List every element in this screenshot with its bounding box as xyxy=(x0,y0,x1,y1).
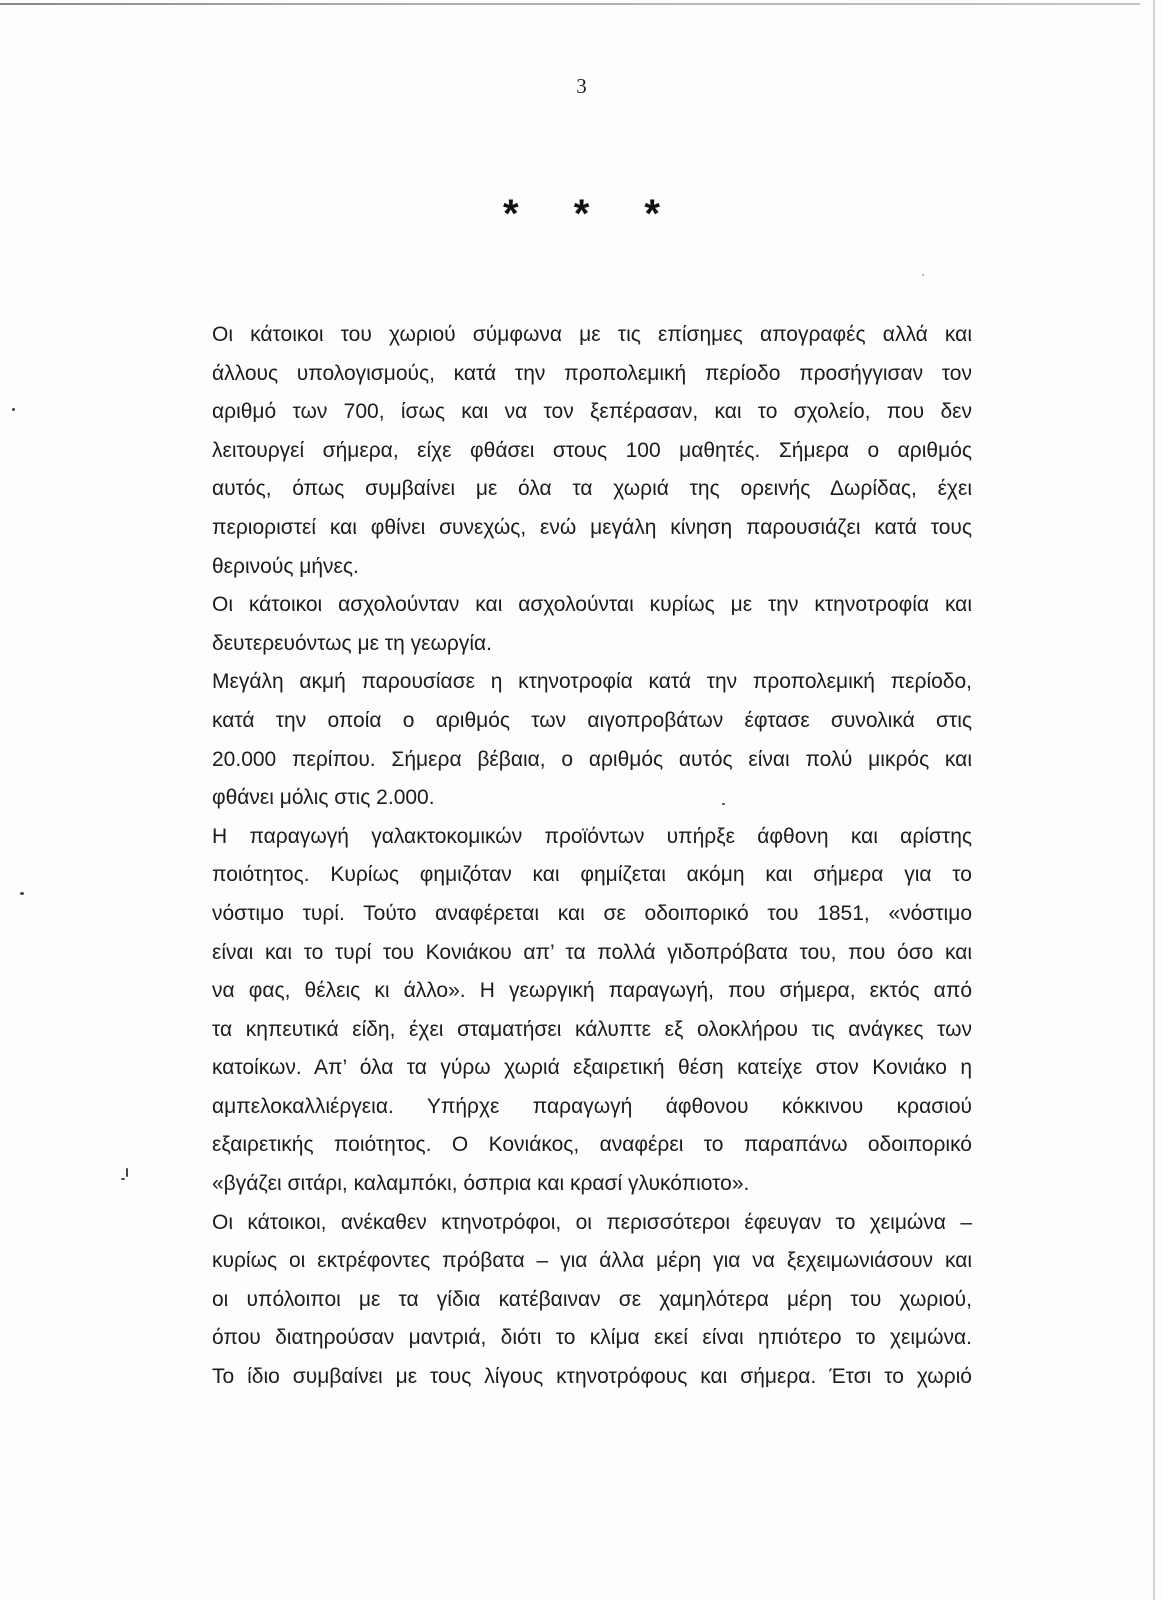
scan-speck xyxy=(126,1168,128,1177)
scan-speck xyxy=(20,892,24,895)
scan-speck xyxy=(121,1178,125,1180)
paragraph-transhumance xyxy=(212,1204,972,1397)
text-line: τα κηπευτικά είδη, έχει σταματήσει κάλυπτε εξ ολοκλήρου τις ανάγκες των xyxy=(212,1017,972,1041)
text-line: Το ίδιο συμβαίνει με τους λίγους κτηνοτρόφους και σήμερα. Έτσι το χωριό xyxy=(212,1365,972,1389)
text-line: ποιότητος. Κυρίως φημιζόταν και φημίζεται ακόμη και σήμερα για το xyxy=(212,863,972,887)
text-line: λειτουργεί σήμερα, είχε φθάσει στους 100 μαθητές. Σήμερα ο αριθμός xyxy=(212,438,972,462)
scan-right-edge xyxy=(1153,0,1155,1600)
text-line: περιοριστεί και φθίνει συνεχώς, ενώ μεγάλη κίνηση παρουσιάζει κατά τους xyxy=(212,515,972,539)
text-line: Η παραγωγή γαλακτοκομικών προϊόντων υπήρξε άφθονη και αρίστης xyxy=(212,824,972,848)
text-line: αμπελοκαλλιέργεια. Υπήρχε παραγωγή άφθονου κόκκινου κρασιού xyxy=(212,1094,972,1118)
text-line: να φας, θέλεις κι άλλο». Η γεωργική παραγωγή, που σήμερα, εκτός από xyxy=(212,979,972,1003)
text-line: κατοίκων. Απ’ όλα τα γύρω χωριά εξαιρετική θέση κατείχε στον Κονιάκο η xyxy=(212,1056,972,1080)
text-line: όπου διατηρούσαν μαντριά, διότι το κλίμα εκεί είναι ηπιότερο το χειμώνα. xyxy=(212,1326,972,1350)
paragraph-population xyxy=(212,316,972,586)
text-line: θερινούς μήνες. xyxy=(212,554,359,578)
scan-speck xyxy=(722,803,725,805)
text-line: «βγάζει σιτάρι, καλαμπόκι, όσπρια και κρασί γλυκόπιοτο». xyxy=(212,1172,750,1196)
text-line: Μεγάλη ακμή παρουσίασε η κτηνοτροφία κατά την προπολεμική περίοδο, xyxy=(212,670,972,694)
text-line: νόστιμο τυρί. Τούτο αναφέρεται και σε οδοιπορικό του 1851, «νόστιμο xyxy=(212,901,972,925)
scan-top-edge xyxy=(0,3,1140,5)
text-line: οι υπόλοιποι με τα γίδια κατέβαιναν σε χαμηλότερα μέρη του χωριού, xyxy=(212,1287,972,1311)
text-line: εξαιρετικής ποιότητος. Ο Κονιάκος, αναφέρει το παραπάνω οδοιπορικό xyxy=(212,1133,972,1157)
text-line: αριθμό των 700, ίσως και να τον ξεπέρασαν, και το σχολείο, που δεν xyxy=(212,400,972,424)
text-line: φθάνει μόλις στις 2.000. xyxy=(212,786,435,810)
section-separator: * * * xyxy=(503,192,682,236)
text-line: δευτερευόντως με τη γεωργία. xyxy=(212,631,492,655)
text-line: είναι και το τυρί του Κονιάκου απ’ τα πολλά γιδοπρόβατα του, που όσο και xyxy=(212,940,972,964)
text-line: άλλους υπολογισμούς, κατά την προπολεμική περίοδο προσήγγισαν τον xyxy=(212,361,972,385)
paragraph-dairy-and-farming xyxy=(212,818,972,1204)
text-line: αυτός, όπως συμβαίνει με όλα τα χωριά της ορεινής Δωρίδας, έχει xyxy=(212,477,972,501)
page-number: 3 xyxy=(576,74,587,98)
paragraph-occupations xyxy=(212,586,972,663)
text-line: κατά την οποία ο αριθμός των αιγοπροβάτων έφτασε συνολικά στις xyxy=(212,708,972,732)
text-line: κυρίως οι εκτρέφοντες πρόβατα – για άλλα μέρη για να ξεχειμωνιάσουν και xyxy=(212,1249,972,1273)
body-text xyxy=(212,316,972,1397)
paragraph-livestock xyxy=(212,663,972,817)
text-line: 20.000 περίπου. Σήμερα βέβαια, ο αριθμός αυτός είναι πολύ μικρός και xyxy=(212,747,972,771)
text-line: Οι κάτοικοι του χωριού σύμφωνα με τις επίσημες απογραφές αλλά και xyxy=(212,323,972,346)
text-line: Οι κάτοικοι, ανέκαθεν κτηνοτρόφοι, οι περισσότεροι έφευγαν το χειμώνα – xyxy=(212,1210,972,1234)
scan-speck xyxy=(12,408,15,411)
text-line: Οι κάτοικοι ασχολούνταν και ασχολούνται κυρίως με την κτηνοτροφία και xyxy=(212,593,972,617)
scan-speck xyxy=(922,274,924,276)
